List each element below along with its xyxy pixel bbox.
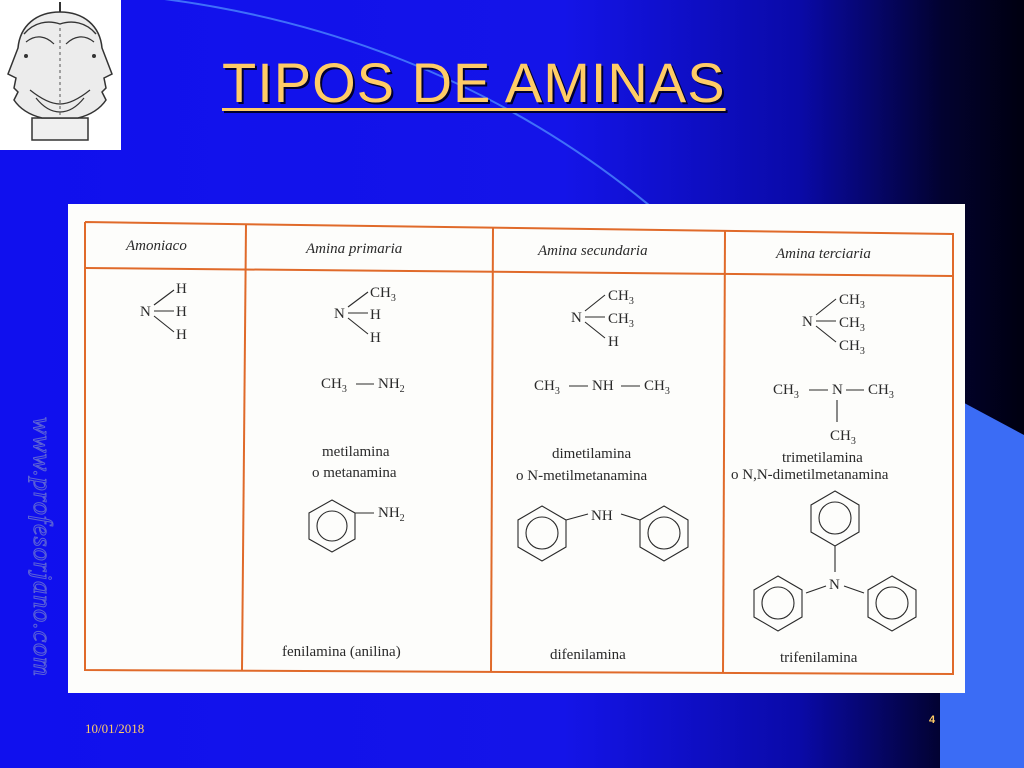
svg-text:NH2: $NH_2$: [378, 376, 405, 395]
svg-text:CH3: $CH_3$: [370, 285, 396, 304]
svg-text:H: H: [370, 330, 381, 346]
triphenylamine-structure: [754, 491, 916, 631]
svg-text:H: H: [176, 304, 187, 320]
svg-text:CH3: $CH_3$: [644, 378, 670, 397]
svg-text:CH3: $CH_3$: [608, 288, 634, 307]
primary-amine-name: metilamina: [322, 444, 390, 460]
secondary-amine-alt-name: o N-metilmetanamina: [516, 468, 648, 484]
svg-text:CH3: $CH_3$: [608, 311, 634, 330]
tertiary-amine-alt-name: o N,N-dimetilmetanamina: [731, 467, 889, 483]
table-grid: [85, 222, 953, 674]
svg-text:CH3: $CH_3$: [839, 338, 865, 357]
primary-amine-alt-name: o metanamina: [312, 465, 397, 481]
svg-text:H: H: [176, 281, 187, 297]
primary-amine-aromatic-name: fenilamina (anilina): [282, 644, 401, 660]
svg-text:CH3: $CH_3$: [830, 428, 856, 447]
svg-text:NH: NH: [591, 508, 613, 524]
page-number: 4: [929, 714, 936, 726]
svg-text:H: H: [370, 307, 381, 323]
svg-text:CH3: $CH_3$: [321, 376, 347, 395]
website-watermark: www.profesorjano.com: [28, 417, 57, 677]
svg-text:H: H: [176, 327, 187, 343]
secondary-amine-structure: [534, 288, 670, 397]
svg-text:N: N: [832, 382, 843, 398]
svg-text:N: N: [334, 306, 345, 322]
tertiary-amine-aromatic-name: trifenilamina: [780, 650, 858, 666]
svg-text:CH3: $CH_3$: [868, 382, 894, 401]
header-primary-amine: Amina primaria: [306, 241, 403, 257]
header-ammonia: Amoniaco: [126, 238, 187, 254]
janus-two-faced-head-icon: [0, 0, 121, 150]
svg-text:H: H: [608, 334, 619, 350]
svg-text:N: N: [140, 304, 151, 320]
primary-amine-structure: [321, 285, 405, 395]
svg-text:N: N: [571, 310, 582, 326]
svg-text:CH3: $CH_3$: [773, 382, 799, 401]
slide-date: 10/01/2018: [85, 721, 145, 736]
tertiary-amine-name: trimetilamina: [782, 450, 863, 466]
janus-logo: [0, 0, 121, 150]
header-tertiary-amine: Amina terciaria: [776, 246, 871, 262]
secondary-amine-aromatic-name: difenilamina: [550, 647, 626, 663]
amine-types-table: [68, 204, 965, 693]
tertiary-amine-structure: [773, 292, 894, 447]
ammonia-structure: [140, 281, 187, 343]
svg-text:N: N: [802, 314, 813, 330]
svg-text:NH: NH: [592, 378, 614, 394]
diphenylamine-structure: [518, 506, 688, 561]
svg-text:CH3: $CH_3$: [839, 292, 865, 311]
svg-text:CH3: $CH_3$: [534, 378, 560, 397]
secondary-amine-name: dimetilamina: [552, 446, 632, 462]
svg-text:N: N: [829, 577, 840, 593]
svg-text:CH3: $CH_3$: [839, 315, 865, 334]
aniline-structure: [309, 500, 405, 552]
slide-title: TIPOS DE AMINAS: [222, 51, 726, 114]
svg-text:NH2: $NH_2$: [378, 505, 405, 524]
header-secondary-amine: Amina secundaria: [538, 243, 648, 259]
